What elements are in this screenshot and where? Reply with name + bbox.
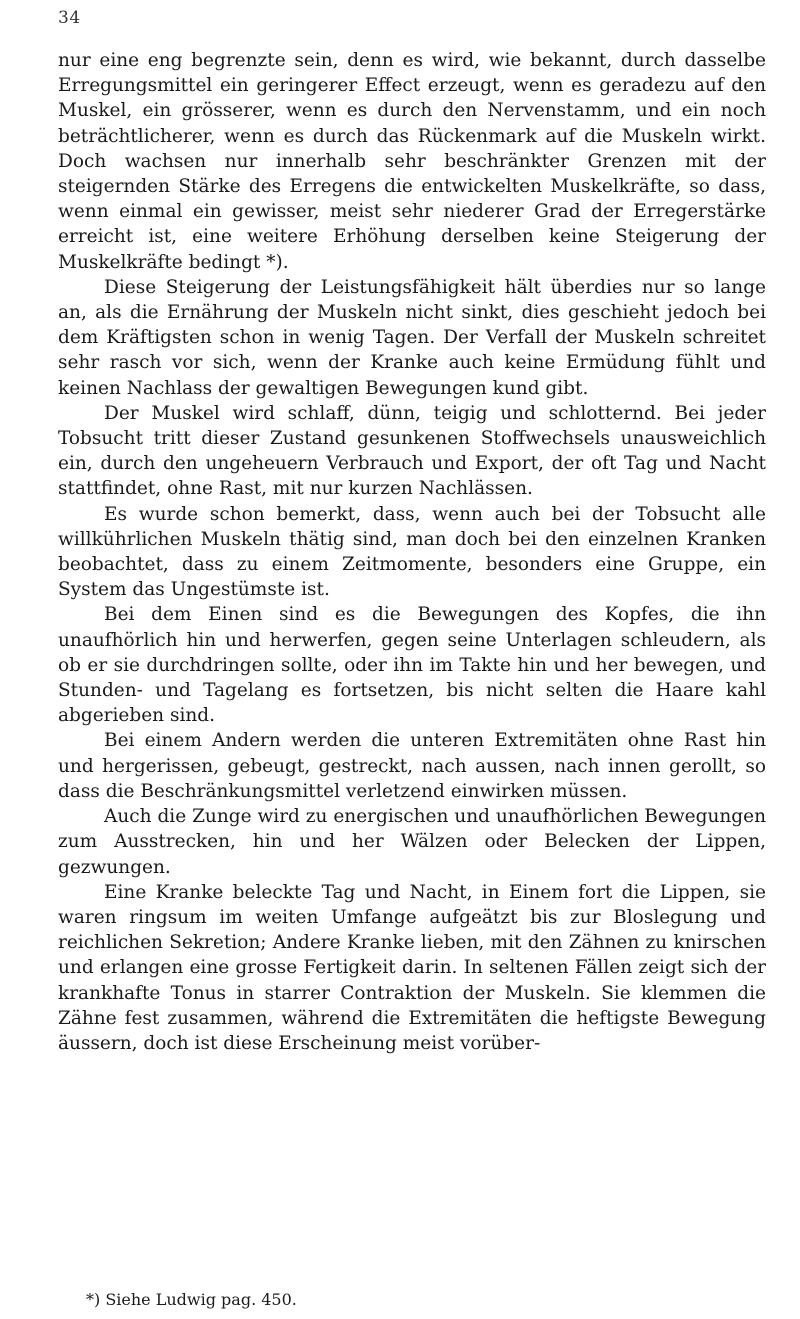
footnote: *) Siehe Ludwig pag. 450. bbox=[86, 1290, 297, 1309]
paragraph: Diese Steigerung der Leistungsfähigkeit hält überdies nur so lange an, als die Ernährung der Muskeln nicht sinkt, dies geschieht jedoch bei dem Kräftigsten schon in wenig Tagen. Der Verfall der Muskeln schreitet sehr rasch vor sich, wenn der Kranke auch keine Ermüdung fühlt und keinen Nachlass der gewaltigen Bewegungen kund gibt. bbox=[58, 276, 766, 399]
paragraph: nur eine eng begrenzte sein, denn es wird, wie bekannt, durch dasselbe Erregungsmittel ein geringerer Effect erzeugt, wenn es geradezu auf den Muskel, ein grösserer, wenn es durch den Nervenstamm, und ein noch beträchtlicherer, wenn es durch das Rückenmark auf die Muskeln wirkt. Doch wachsen nur innerhalb sehr beschränkter Grenzen mit der steigernden Stärke des Erregens die entwickelten Muskelkräfte, so dass, wenn einmal ein gewisser, meist sehr niederer Grad der Erregerstärke erreicht ist, eine weitere Erhöhung derselben keine Steigerung der Muskelkräfte bedingt *). bbox=[58, 50, 766, 273]
paragraph: Auch die Zunge wird zu energischen und unaufhörlichen Bewegungen zum Ausstrecken, hin und her Wälzen oder Belecken der Lippen, gezwungen. bbox=[58, 806, 766, 878]
paragraph: Bei dem Einen sind es die Bewegungen des Kopfes, die ihn unaufhörlich hin und herwerfen, gegen seine Unterlagen schleudern, als ob er sie durchdringen sollte, oder ihn im Takte hin und her bewegen, und Stunden- und Tagelang es fortsetzen, bis nicht selten die Haare kahl abgerieben sind. bbox=[58, 604, 766, 727]
body-text bbox=[58, 48, 766, 1056]
paragraph: Es wurde schon bemerkt, dass, wenn auch bei der Tobsucht alle willkührlichen Muskeln thätig sind, man doch bei den einzelnen Kranken beobachtet, dass zu einem Zeitmomente, besonders eine Gruppe, ein System das Ungestümste ist. bbox=[58, 503, 766, 601]
paragraph: Eine Kranke beleckte Tag und Nacht, in Einem fort die Lippen, sie waren ringsum im weiten Umfange aufgeätzt bis zur Bloslegung und reichlichen Sekretion; Andere Kranke lieben, mit den Zähnen zu knirschen und erlangen eine grosse Fertigkeit darin. In seltenen Fällen zeigt sich der krankhafte Tonus in starrer Contraktion der Muskeln. Sie klemmen die Zähne fest zusammen, während die Extremitäten die heftigste Bewegung äussern, doch ist diese Erscheinung meist vorüber- bbox=[58, 881, 766, 1054]
page-number: 34 bbox=[58, 8, 81, 28]
paragraph: Bei einem Andern werden die unteren Extremitäten ohne Rast hin und hergerissen, gebeugt, gestreckt, nach aussen, nach innen gerollt, so dass die Beschränkungsmittel verletzend einwirken müssen. bbox=[58, 730, 766, 802]
paragraph: Der Muskel wird schlaff, dünn, teigig und schlotternd. Bei jeder Tobsucht tritt dieser Zustand gesunkenen Stoffwechsels unausweichlich ein, durch den ungeheuern Verbrauch und Export, der oft Tag und Nacht stattfindet, ohne Rast, mit nur kurzen Nachlässen. bbox=[58, 402, 766, 500]
